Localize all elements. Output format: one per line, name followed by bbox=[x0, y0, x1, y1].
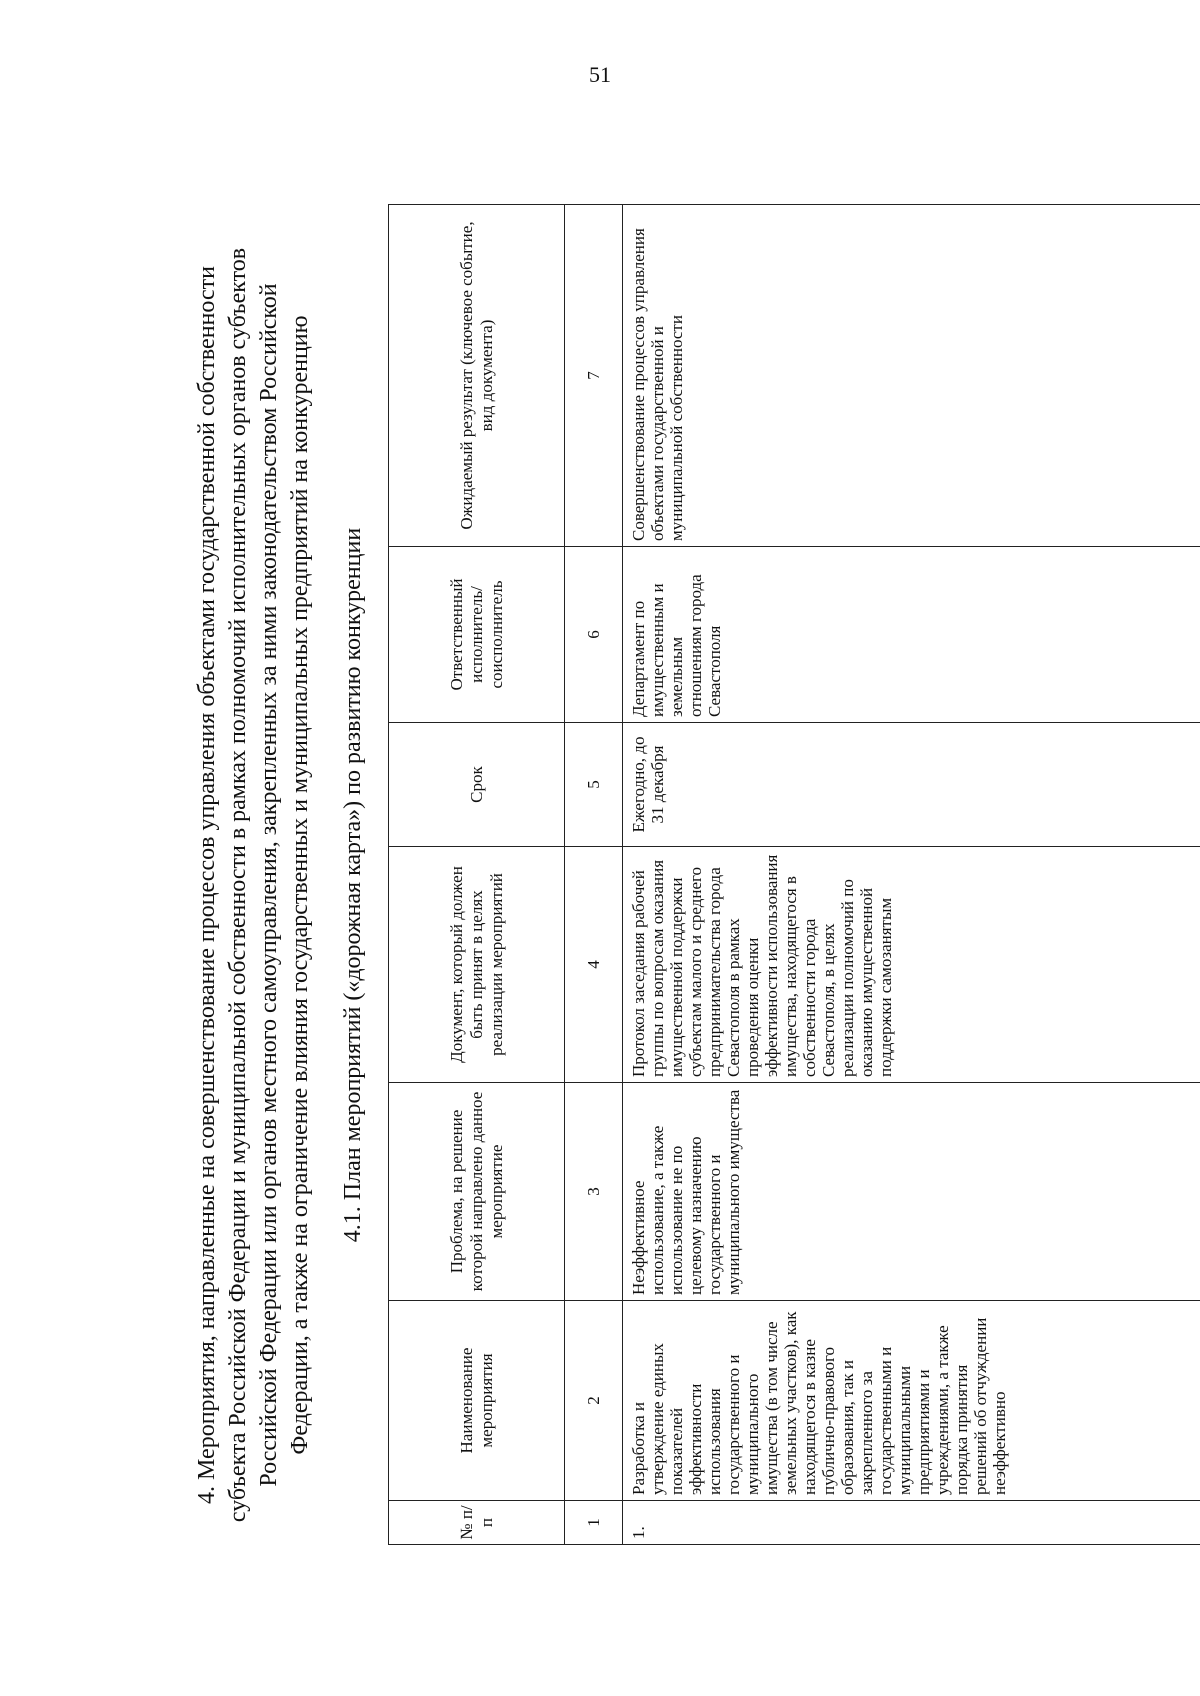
table-header-row bbox=[389, 205, 565, 1545]
column-number: 4 bbox=[565, 847, 623, 1083]
column-number: 2 bbox=[565, 1301, 623, 1501]
header-document: Документ, который должен быть принят в целях реализации мероприятий bbox=[389, 847, 565, 1083]
roadmap-table bbox=[388, 204, 1200, 1545]
table-row bbox=[623, 205, 1200, 1545]
header-no: № п/п bbox=[389, 1501, 565, 1545]
landscape-content bbox=[192, 205, 1142, 1545]
column-number: 6 bbox=[565, 547, 623, 723]
column-number-row bbox=[565, 205, 623, 1545]
header-term: Срок bbox=[389, 723, 565, 847]
header-responsible: Ответственный исполнитель/ соисполнитель bbox=[389, 547, 565, 723]
term-text: Ежегодно, до 31 декабря bbox=[623, 723, 1200, 847]
header-result: Ожидаемый результат (ключевое событие, вид документа) bbox=[389, 205, 565, 547]
column-number: 3 bbox=[565, 1083, 623, 1301]
row-number: 1. bbox=[623, 1501, 1200, 1545]
section-title: 4. Мероприятия, направленные на совершенствование процессов управления объектами государственной собственности субъекта Российской Федерации и муниципальной собственности в рамках полномочий исполнительных органов субъектов Российской Федерации или органов местного самоуправления, закрепленных за ними законодательством Российской Федерации, а также на ограничение влияния государственных и муниципальных предприятий на конкуренцию bbox=[194, 247, 313, 1523]
page-number: 51 bbox=[589, 62, 611, 87]
column-number: 1 bbox=[565, 1501, 623, 1545]
subsection-title: 4.1. План мероприятий («дорожная карта») по развитию конкуренции bbox=[340, 527, 366, 1243]
column-number: 7 bbox=[565, 205, 623, 547]
problem-text: Неэффективное использование, а также использование не по целевому назначению государственного и муниципального имущества bbox=[623, 1083, 1200, 1301]
header-problem: Проблема, на решение которой направлено данное мероприятие bbox=[389, 1083, 565, 1301]
result-text: Совершенствование процессов управления объектами государственной и муниципальной собственности bbox=[623, 205, 1200, 547]
measure-name: Разработка и утверждение единых показателей эффективности использования государственного и муниципального имущества (в том числе земельных участков), как находящегося в казне публично-правового образования, так и закрепленного за государственными и муниципальными предприятиями и учреждениями, а также порядка принятия решений об отчуждении неэффективно bbox=[623, 1301, 1200, 1501]
column-number: 5 bbox=[565, 723, 623, 847]
document-text: Протокол заседания рабочей группы по вопросам оказания имущественной поддержки субъектам малого и среднего предпринимательства города Севастополя в рамках проведения оценки эффективности использования имущества, находящегося в собственности города Севастополя, в целях реализации полномочий по оказанию имущественной поддержки самозанятым bbox=[623, 847, 1200, 1083]
header-name: Наименование мероприятия bbox=[389, 1301, 565, 1501]
responsible-text: Департамент по имущественным и земельным отношениям города Севастополя bbox=[623, 547, 1200, 723]
